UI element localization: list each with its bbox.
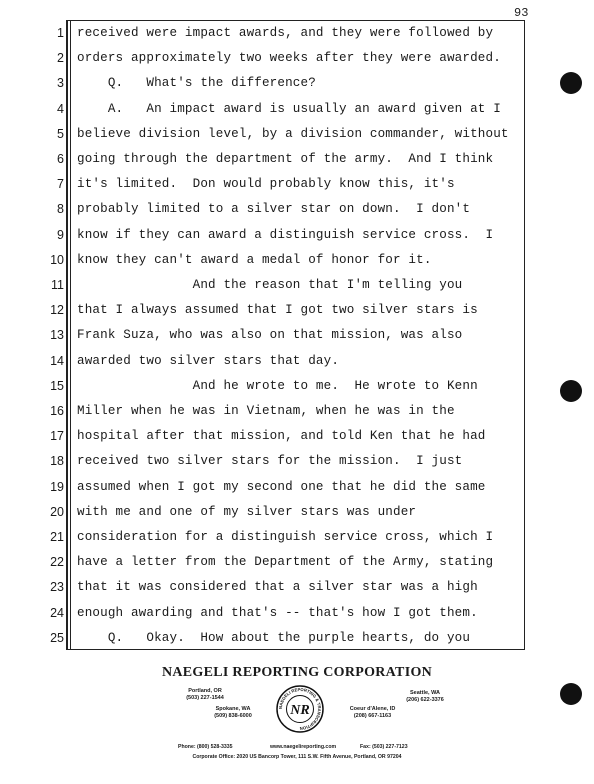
transcript-line [0,171,540,197]
transcript-line [0,600,540,626]
line-number: 16 [50,404,64,418]
transcript-line [0,297,540,323]
transcript-line [0,70,540,96]
transcript-line [0,247,540,273]
line-number: 18 [50,454,64,469]
line-number: 7 [57,177,64,192]
line-text: Q. Okay. How about the purple hearts, do you [77,630,471,645]
office-phone: (503) 227-1544 [186,695,224,701]
transcript-line [0,121,540,147]
line-number: 2 [57,51,64,66]
transcript-line [0,423,540,449]
punch-hole [560,380,582,402]
line-text: going through the department of the army. And I think [77,152,494,166]
line-text: orders approximately two weeks after they were awarded. [77,51,501,66]
line-text: that I always assumed that I got two silver stars is [77,303,478,318]
office-city: Seattle, WA [410,690,440,696]
footer-phone: Phone: (800) 528-3335 [178,744,233,750]
line-text: have a letter from the Department of the Army, stating [77,555,494,570]
transcript-line [0,574,540,600]
office-spokane [198,706,268,720]
line-number: 24 [50,605,64,620]
transcript-line [0,96,540,122]
line-text: A. An impact award is usually an award given at I [77,101,501,116]
line-text: believe division level, by a division commander, without [77,126,509,141]
line-number: 13 [50,328,64,343]
line-number: 22 [50,555,64,570]
line-number: 25 [50,630,64,645]
line-number: 19 [50,479,64,494]
line-number: 8 [57,202,64,217]
punch-hole [560,683,582,705]
line-text: And the reason that I'm telling you [77,278,463,292]
line-text: Q. What's the difference? [77,76,316,91]
transcript-line [0,196,540,222]
line-text: assumed when I got my second one that he did the same [77,479,486,494]
page-number: 93 [514,6,529,20]
company-seal-icon [276,685,324,733]
line-text: probably limited to a silver star on down. I don't [77,202,471,217]
transcript-line [0,398,540,424]
line-text: hospital after that mission, and told Ken that he had [77,429,486,444]
line-text: know they can't award a medal of honor for it. [77,252,432,267]
transcript-line [0,222,540,248]
transcript-line [0,373,540,399]
line-number: 9 [57,227,64,242]
office-city: Coeur d'Alene, ID [349,706,396,712]
office-city: Spokane, WA [215,706,251,712]
line-number: 10 [50,252,64,267]
line-text: it's limited. Don would probably know this, it's [77,177,455,192]
office-city: Portland, OR [188,688,222,694]
office-phone: (206) 622-3376 [406,697,444,703]
transcript-line [0,20,540,46]
company-name: NAEGELI REPORTING CORPORATION [161,665,433,680]
line-text: know if they can award a distinguish service cross. I [77,227,494,242]
line-number: 1 [57,26,64,40]
transcript-line [0,146,540,172]
transcript-line [0,272,540,298]
line-number: 3 [57,76,64,91]
line-number: 6 [57,152,64,166]
line-number: 14 [50,353,64,368]
seal-ring-text: NAEGELI REPORTING & TRANSCRIPTION [277,686,323,732]
punch-hole [560,72,582,94]
transcript-line [0,549,540,575]
seal-monogram: NR [290,703,310,718]
transcript-line [0,474,540,500]
line-text: awarded two silver stars that day. [77,353,340,368]
line-number: 21 [50,530,64,544]
transcript-line [0,45,540,71]
footer-website: www.naegelireporting.com [270,744,337,750]
transcript-line [0,448,540,474]
line-text: received two silver stars for the mission. I just [77,454,463,469]
footer-address: Corporate Office: 2020 US Bancorp Tower, 111 S.W. Fifth Avenue, Portland, OR 97204 [192,754,402,760]
line-number: 20 [50,504,64,519]
line-text: consideration for a distinguish service cross, which I [77,530,494,544]
transcript-line [0,524,540,550]
line-text: received were impact awards, and they were followed by [77,26,494,40]
line-number: 11 [51,278,64,292]
line-text: Frank Suza, who was also on that mission, was also [77,328,463,343]
line-number: 12 [50,303,64,318]
office-seattle [385,690,465,704]
office-phone: (208) 667-1163 [353,713,392,719]
line-number: 15 [50,378,64,393]
line-text: that it was considered that a silver star was a high [77,580,478,595]
office-phone: (509) 838-6000 [214,713,252,719]
transcript-line [0,322,540,348]
transcript-line [0,348,540,374]
office-portland [170,688,240,702]
line-number: 23 [50,580,64,595]
office-coeur-dalene [335,706,410,720]
line-number: 5 [57,126,64,141]
line-number: 17 [50,429,64,444]
line-text: with me and one of my silver stars was under [77,504,417,519]
transcript-line [0,625,540,651]
footer-fax: Fax: (503) 227-7123 [360,744,408,750]
line-text: Miller when he was in Vietnam, when he was in the [77,404,455,418]
line-text: enough awarding and that's -- that's how I got them. [77,605,478,620]
line-text: And he wrote to me. He wrote to Kenn [77,378,478,393]
transcript-line [0,499,540,525]
line-number: 4 [57,101,64,116]
